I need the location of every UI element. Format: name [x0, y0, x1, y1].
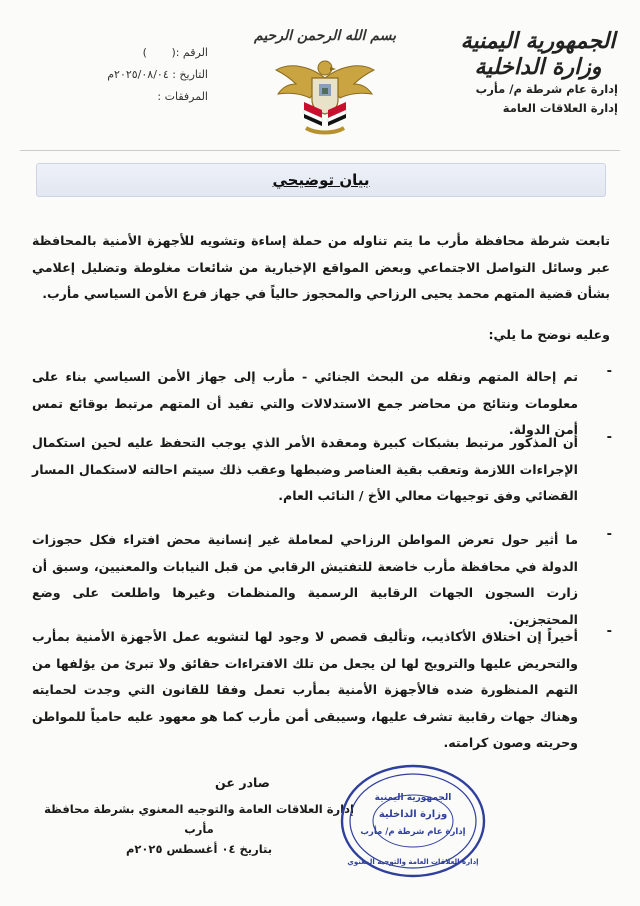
stamp-text-pr: إدارة العلاقات العامة والتوجيه المعنوي [347, 858, 479, 866]
lead-line: وعليه نوضح ما يلي: [488, 327, 610, 342]
bullet-dash: - [606, 527, 612, 542]
emblem-block [240, 28, 410, 138]
title-banner [36, 163, 606, 197]
issuer-block [40, 799, 358, 859]
issuer-name: إدارة العلاقات العامة والتوجيه المعنوي بشرطة محافظة مأرب [44, 802, 354, 836]
point-3: ما أثير حول تعرض المواطن الرزاحي لمعاملة غير إنسانية محض افتراء فكل حجوزات الدولة في محافظة مأرب خاضعة للتفتيش الرقابي من قبل النيابات والمعنيين، وسبق أن زارت السجون الجهات الرقابية الرسمية والمنظمات وغيرها واطلعت على وضع المحتجزين. [32, 532, 578, 627]
ministry-header [458, 28, 618, 118]
bullet-dash: - [606, 624, 612, 639]
bullet-dash: - [606, 364, 612, 379]
intro-paragraph: تابعت شرطة محافظة مأرب ما يتم تناوله من حملة إساءة وتشويه للأجهزة الأمنية بالمحافظة عبر وسائل التواصل الاجتماعي وبعض المواقع الإخبارية من شائعات مغلوطة وتضليل إعلامي بشأن قضية المتهم محمد يحيى الرزاحي والمحجوز حالياً في جهاز فرع الأمن السياسي مأرب. [32, 233, 610, 301]
ref-number-label: الرقم : [175, 46, 208, 59]
police-department: إدارة عام شرطة م/ مأرب [475, 82, 618, 96]
issue-date: بتاريخ ٠٤ أغسطس ٢٠٢٥م [125, 842, 273, 856]
statement-title: بيان توضيحي [272, 171, 370, 189]
republic-name: الجمهورية اليمنية [460, 28, 616, 54]
date-row [58, 64, 208, 86]
basmala: بسم الله الرحمن الرحيم [254, 28, 396, 44]
official-stamp-icon [338, 762, 488, 880]
attachments-label: المرفقات : [157, 90, 208, 103]
header-divider [20, 150, 620, 151]
date-label: التاريخ : [172, 68, 208, 81]
stamp-text-ministry: وزارة الداخلية [378, 809, 448, 820]
date-value: ٢٠٢٥/٠٨/٠٤م [107, 68, 169, 81]
reference-block [58, 42, 208, 108]
bullet-dash: - [606, 430, 612, 445]
point-4: أخيراً إن اختلاق الأكاذيب، وتأليف قصص لا وجود لها لتشويه عمل الأجهزة الأمنية بمأرب والتحريض عليها والترويج لها لن يجعل من تلك الافتراءات حقائق ولا تبرئ من يؤلفها من التهم المنظورة ضده فالأجهزة الأمنية بمأرب تعمل وفقا للقانون التي وجدت لحمايته وهناك جهات رقابية تشرف عليها، وسيبقى أمن مأرب كما هو معهود عليه حامياً للمواطن وحريته وصون كرامته. [32, 629, 578, 750]
stamp-text-top: الجمهورية اليمنية [374, 793, 452, 803]
point-2: أن المذكور مرتبط بشبكات كبيرة ومعقدة الأمر الذي يوجب التحفظ عليه لحين استكمال الإجراءات اللازمة وتعقب بقية العناصر وضبطها وعقب ذلك سيتم احالته لاستكمال المسار القضائي وفق توجيهات معالي الأخ / النائب العام. [32, 435, 578, 503]
ref-number-row [58, 42, 208, 64]
ref-number-value: ( ) [142, 46, 176, 59]
ministry-name: وزارة الداخلية [474, 54, 602, 80]
attachments-row [58, 86, 208, 108]
issued-by-label: صادر عن [215, 775, 270, 790]
point-1: تم إحالة المتهم ونقله من البحث الجنائي - مأرب إلى جهاز الأمن السياسي بناء على معلومات ونتائج من محاضر جمع الاستدلالات والتي تفيد أن المتهم مرتبط بوقائع تمس أمن الدولة. [32, 369, 578, 437]
stamp-text-police: إدارة عام شرطة م/ مأرب [360, 827, 466, 837]
pr-department: إدارة العلاقات العامة [502, 101, 618, 115]
yemen-eagle-emblem-icon [270, 48, 380, 138]
